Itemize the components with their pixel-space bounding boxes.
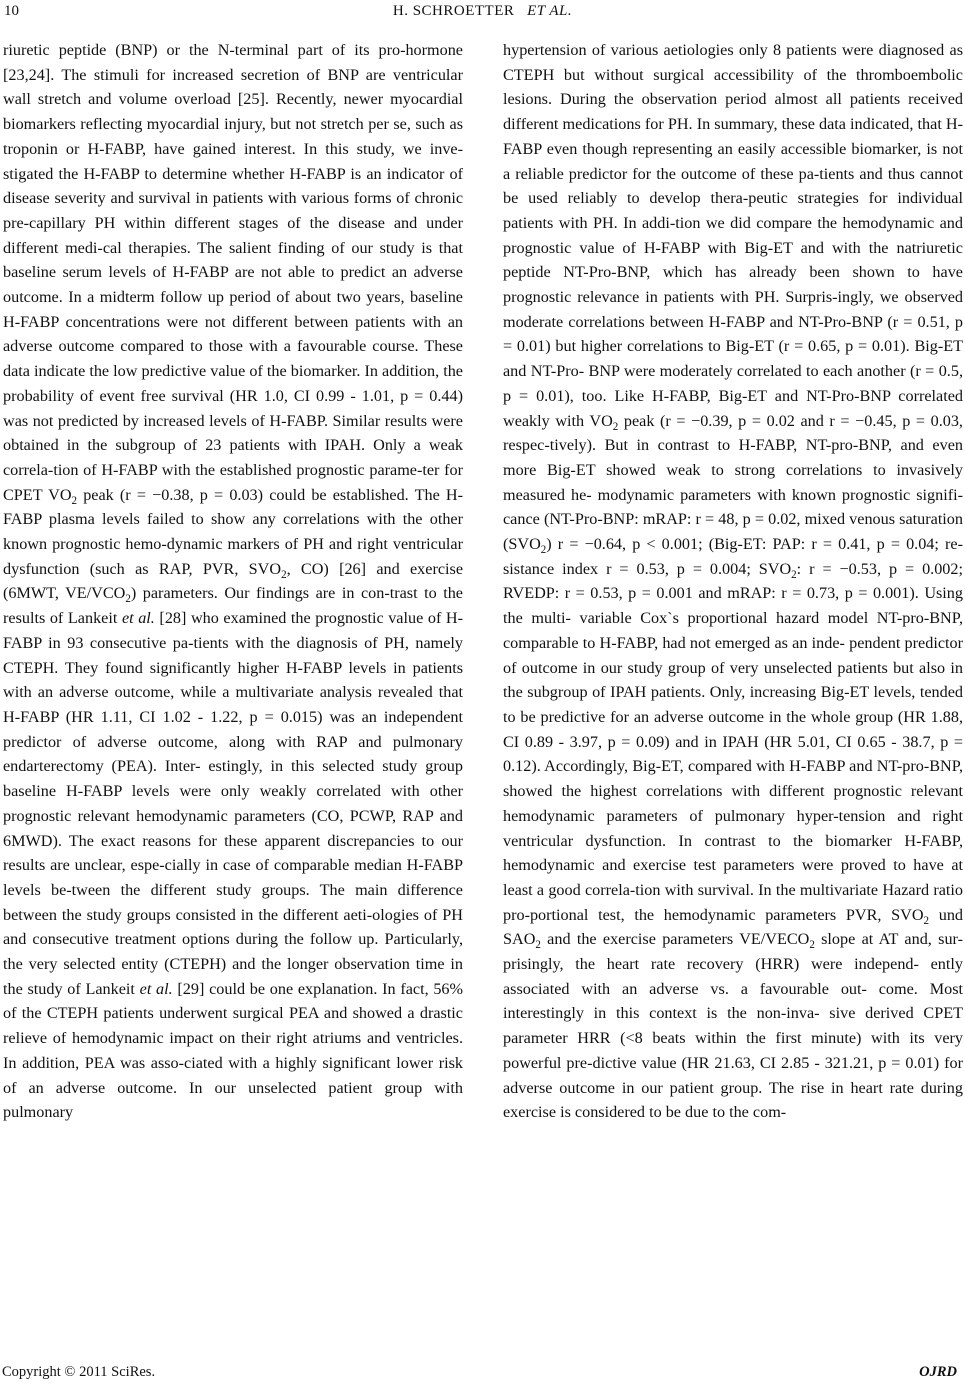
left-column <box>3 38 463 1125</box>
running-head-etal: ET AL. <box>527 3 573 19</box>
page-number: 10 <box>4 3 19 19</box>
running-head <box>0 0 965 22</box>
right-column <box>503 38 963 1125</box>
journal-name: OJRD <box>919 1364 957 1380</box>
left-paragraph: riuretic peptide (BNP) or the N-terminal part of its pro-hormone [23,24]. The stimuli for increased secretion of BNP are ventricular wall stretch and volume overload [25]. Recently, newer myocardial biomarkers reflecting myocardial injury, but not stretch per se, such as troponin or H-FABP, have gained interest. In this study, we inve-stigated the H-FABP to determine whether H-FABP is an indicator of disease severity and survival in patients with various forms of chronic pre-capillary PH within different stages of the disease and under different medi-cal therapies. The salient finding of our study is that baseline serum levels of H-FABP are not able to predict an adverse outcome. In a midterm follow up period of about two years, baseline H-FABP concentrations were not different between patients with an adverse outcome compared to those with a favourable course. These data indicate the low predictive value of the biomarker. In addition, the probability of event free survival (HR 1.0, CI 0.99 - 1.01, p = 0.44) was not predicted by increased levels of H-FABP. Similar results were obtained in the subgroup of 23 patients with IPAH. Only a weak correla-tion of H-FABP with the established prognostic parame-ter for CPET $VO_2$ peak (r = −0.38, p = 0.03) could be established. The H-FABP plasma levels failed to show any correlations with the other known prognostic hemo-dynamic markers of PH and right ventricular dysfunction (such as RAP, PVR, $SVO_2$, CO) [26] and exercise (6MWT, $VE/VCO_2$) parameters. Our findings are in con-trast to the results of Lankeit et al. [28] who examined the prognostic value of H-FABP in 93 consecutive pa-tients with the diagnosis of PH, namely CTEPH. They found significantly higher H-FABP levels in patients with an adverse outcome, while a multivariate analysis revealed that H-FABP (HR 1.11, CI 1.02 - 1.22, p = 0.015) was an independent predictor of adverse outcome, along with RAP and pulmonary endarterectomy (PEA). Inter- estingly, in this selected study group baseline H-FABP levels were only weakly correlated with other prognostic relevant hemodynamic parameters (CO, PCWP, RAP and 6MWD). The exact reasons for these apparent discrepancies to our results are unclear, espe-cially in case of comparable median H-FABP levels be-tween the different study groups. The main difference between the study groups consisted in the different aeti-ologies of PH and consecutive treatment options during the follow up. Particularly, the very selected entity (CTEPH) and the longer observation time in the study of Lankeit et al. [29] could be one explanation. In fact, 56% of the CTEPH patients underwent surgical PEA and showed a drastic relieve of hemodynamic impact on their right atriums and ventricles. In addition, PEA was asso-ciated with a highly significant lower risk of an adverse outcome. In our unselected patient group with pulmonary <box>3 41 464 1122</box>
page-footer <box>0 1364 965 1386</box>
page-header <box>0 0 965 26</box>
copyright-notice: Copyright © 2011 SciRes. <box>2 1364 156 1380</box>
running-head-authors: H. SCHROETTER <box>392 3 515 19</box>
right-paragraph: hypertension of various aetiologies only 8 patients were diagnosed as CTEPH but without surgical accessibility of the thromboembolic lesions. During the observation period almost all patients received different medications for PH. In summary, these data indicated, that H-FABP even though representing an easily accessible biomarker, is not a reliable predictor for the outcome of these pa-tients and thus cannot be used reliably to develop thera-peutic strategies for individual patients with PH. In addi-tion we did compare the hemodynamic and prognostic value of H-FABP with Big-ET and with the natriuretic peptide NT-Pro-BNP, which has already been shown to have prognostic relevance in patients with PH. Surpris-ingly, we observed moderate correlations between H-FABP and NT-Pro-BNP (r = 0.51, p = 0.01) but higher correlations to Big-ET (r = 0.65, p = 0.01). Big-ET and NT-Pro- BNP were moderately correlated to each another (r = 0.5, p = 0.01), too. Like H-FABP, Big-ET and NT-Pro-BNP correlated weakly with $VO_2$ peak (r = −0.39, p = 0.02 and r = −0.45, p = 0.03, respec-tively). But in contrast to H-FABP, NT-pro-BNP, and even more Big-ET showed weak to strong correlations to invasively measured he- modynamic parameters with known prognostic signifi- cance (NT-Pro-BNP: mRAP: r = 48, p = 0.02, mixed venous saturation $(SVO_2) r = -0.64$, p < 0.001; (Big-ET: PAP: r = 0.41, p = 0.04; re-sistance index r = 0.53, p = 0.004; $SVO_2$: r = −0.53, p = 0.002; RVEDP: r = 0.53, p = 0.001 and mRAP: r = 0.73, p = 0.001). Using the multi- variable Cox`s proportional hazard model NT-pro-BNP, comparable to H-FABP, had not emerged as an inde- pendent predictor of outcome in our study group of very unselected patients but also in the subgroup of IPAH patients. Only, increasing Big-ET levels, tended to be predictive for an adverse outcome in the whole group (HR 1.88, CI 0.89 - 3.97, p = 0.09) and in IPAH (HR 5.01, CI 0.65 - 38.7, p = 0.12). Accordingly, Big-ET, compared with H-FABP and NT-pro-BNP, showed the highest correlations with different prognostic relevant hemodynamic parameters of pulmonary hyper-tension and right ventricular dysfunction. In contrast to the biomarker H-FABP, hemodynamic and exercise test parameters were proved to have at least a good correla-tion with survival. In the multivariate Hazard ratio pro-portional test, the hemodynamic parameters PVR, $SVO_2$ und $SAO_2$ and the exercise parameters $VE/VECO_2$ slope at AT and, sur- prisingly, the heart rate recovery (HRR) were independ- ently associated with an adverse vs. a favourable out- come. Most interestingly in this context is the non-inva- sive derived CPET parameter HRR (<8 beats within the first minute) with its very powerful pre-dictive value (HR 21.63, CI 2.85 - 321.21, p = 0.01) for adverse outcome in our patient group. The rise in heart rate during exercise is considered to be due to the com- <box>503 41 964 1122</box>
